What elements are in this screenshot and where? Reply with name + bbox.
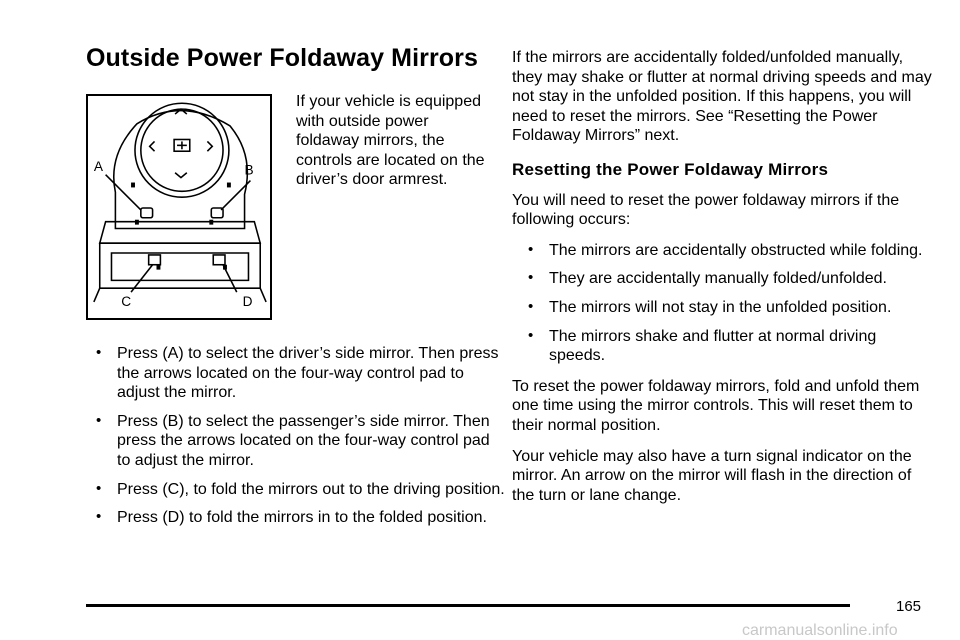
page-number: 165 (896, 598, 922, 615)
bullet: • (96, 479, 102, 497)
step-text: Press (D) to fold the mirrors in to the folded position. (117, 509, 487, 527)
list-item (518, 241, 932, 261)
mirror-control-drawing (88, 96, 270, 318)
section-heading: Resetting the Power Foldaway Mirrors (512, 159, 829, 179)
list-item (518, 327, 932, 366)
intro-text (296, 92, 496, 190)
step-text: Press (A) to select the driver’s side mirror. Then press the arrows located on the four-way control pad to adjust the mirror. (117, 345, 499, 402)
footer-rule (86, 604, 850, 607)
step-text: Press (B) to select the passenger’s side mirror. Then press the arrows located on the four-way control pad to adjust the mirror. (117, 412, 490, 469)
page-title: Outside Power Foldaway Mirrors (86, 44, 478, 72)
callout-b: B (244, 162, 254, 178)
paragraph: Your vehicle may also have a turn signal indicator on the mirror. An arrow on the mirror will flash in the direction of the turn or lane change. (512, 447, 912, 504)
condition-text: The mirrors are accidentally obstructed while folding. (549, 241, 923, 259)
bullet: • (96, 411, 102, 429)
list-item (518, 269, 932, 289)
mirror-control-illustration (86, 94, 272, 320)
list-item (86, 480, 506, 500)
condition-text: The mirrors shake and flutter at normal driving speeds. (549, 327, 877, 365)
callout-c: C (121, 293, 132, 309)
intro-paragraph: If your vehicle is equipped with outside power foldaway mirrors, the controls are located on the driver’s door armrest. (296, 93, 485, 189)
control-steps-list (86, 344, 506, 537)
condition-text: The mirrors will not stay in the unfolded position. (549, 298, 892, 316)
paragraph: You will need to reset the power foldaway mirrors if the following occurs: (512, 191, 900, 229)
step-text: Press (C), to fold the mirrors out to the driving position. (117, 480, 505, 498)
bullet: • (528, 326, 534, 344)
list-item (86, 412, 506, 471)
paragraph: If the mirrors are accidentally folded/unfolded manually, they may shake or flutter at normal driving speeds and may not stay in the unfolded position. If this happens, you will need to reset the mirrors. See “Resetting the Power Foldaway Mirrors” next. (512, 49, 932, 145)
watermark: carmanualsonline.info (742, 622, 898, 639)
callout-a: A (93, 158, 104, 174)
paragraph: To reset the power foldaway mirrors, fold and unfold them one time using the mirror controls. This will reset them to their normal position. (512, 377, 920, 434)
list-item (86, 344, 506, 403)
condition-text: They are accidentally manually folded/unfolded. (549, 270, 887, 288)
reset-conditions-list (512, 241, 932, 366)
bullet: • (528, 269, 534, 287)
bullet: • (96, 344, 102, 361)
list-item (518, 298, 932, 318)
callout-d: D (242, 293, 253, 309)
right-column (512, 48, 932, 516)
bullet: • (528, 240, 534, 258)
bullet: • (528, 297, 534, 315)
bullet: • (96, 508, 102, 526)
list-item (86, 508, 506, 528)
